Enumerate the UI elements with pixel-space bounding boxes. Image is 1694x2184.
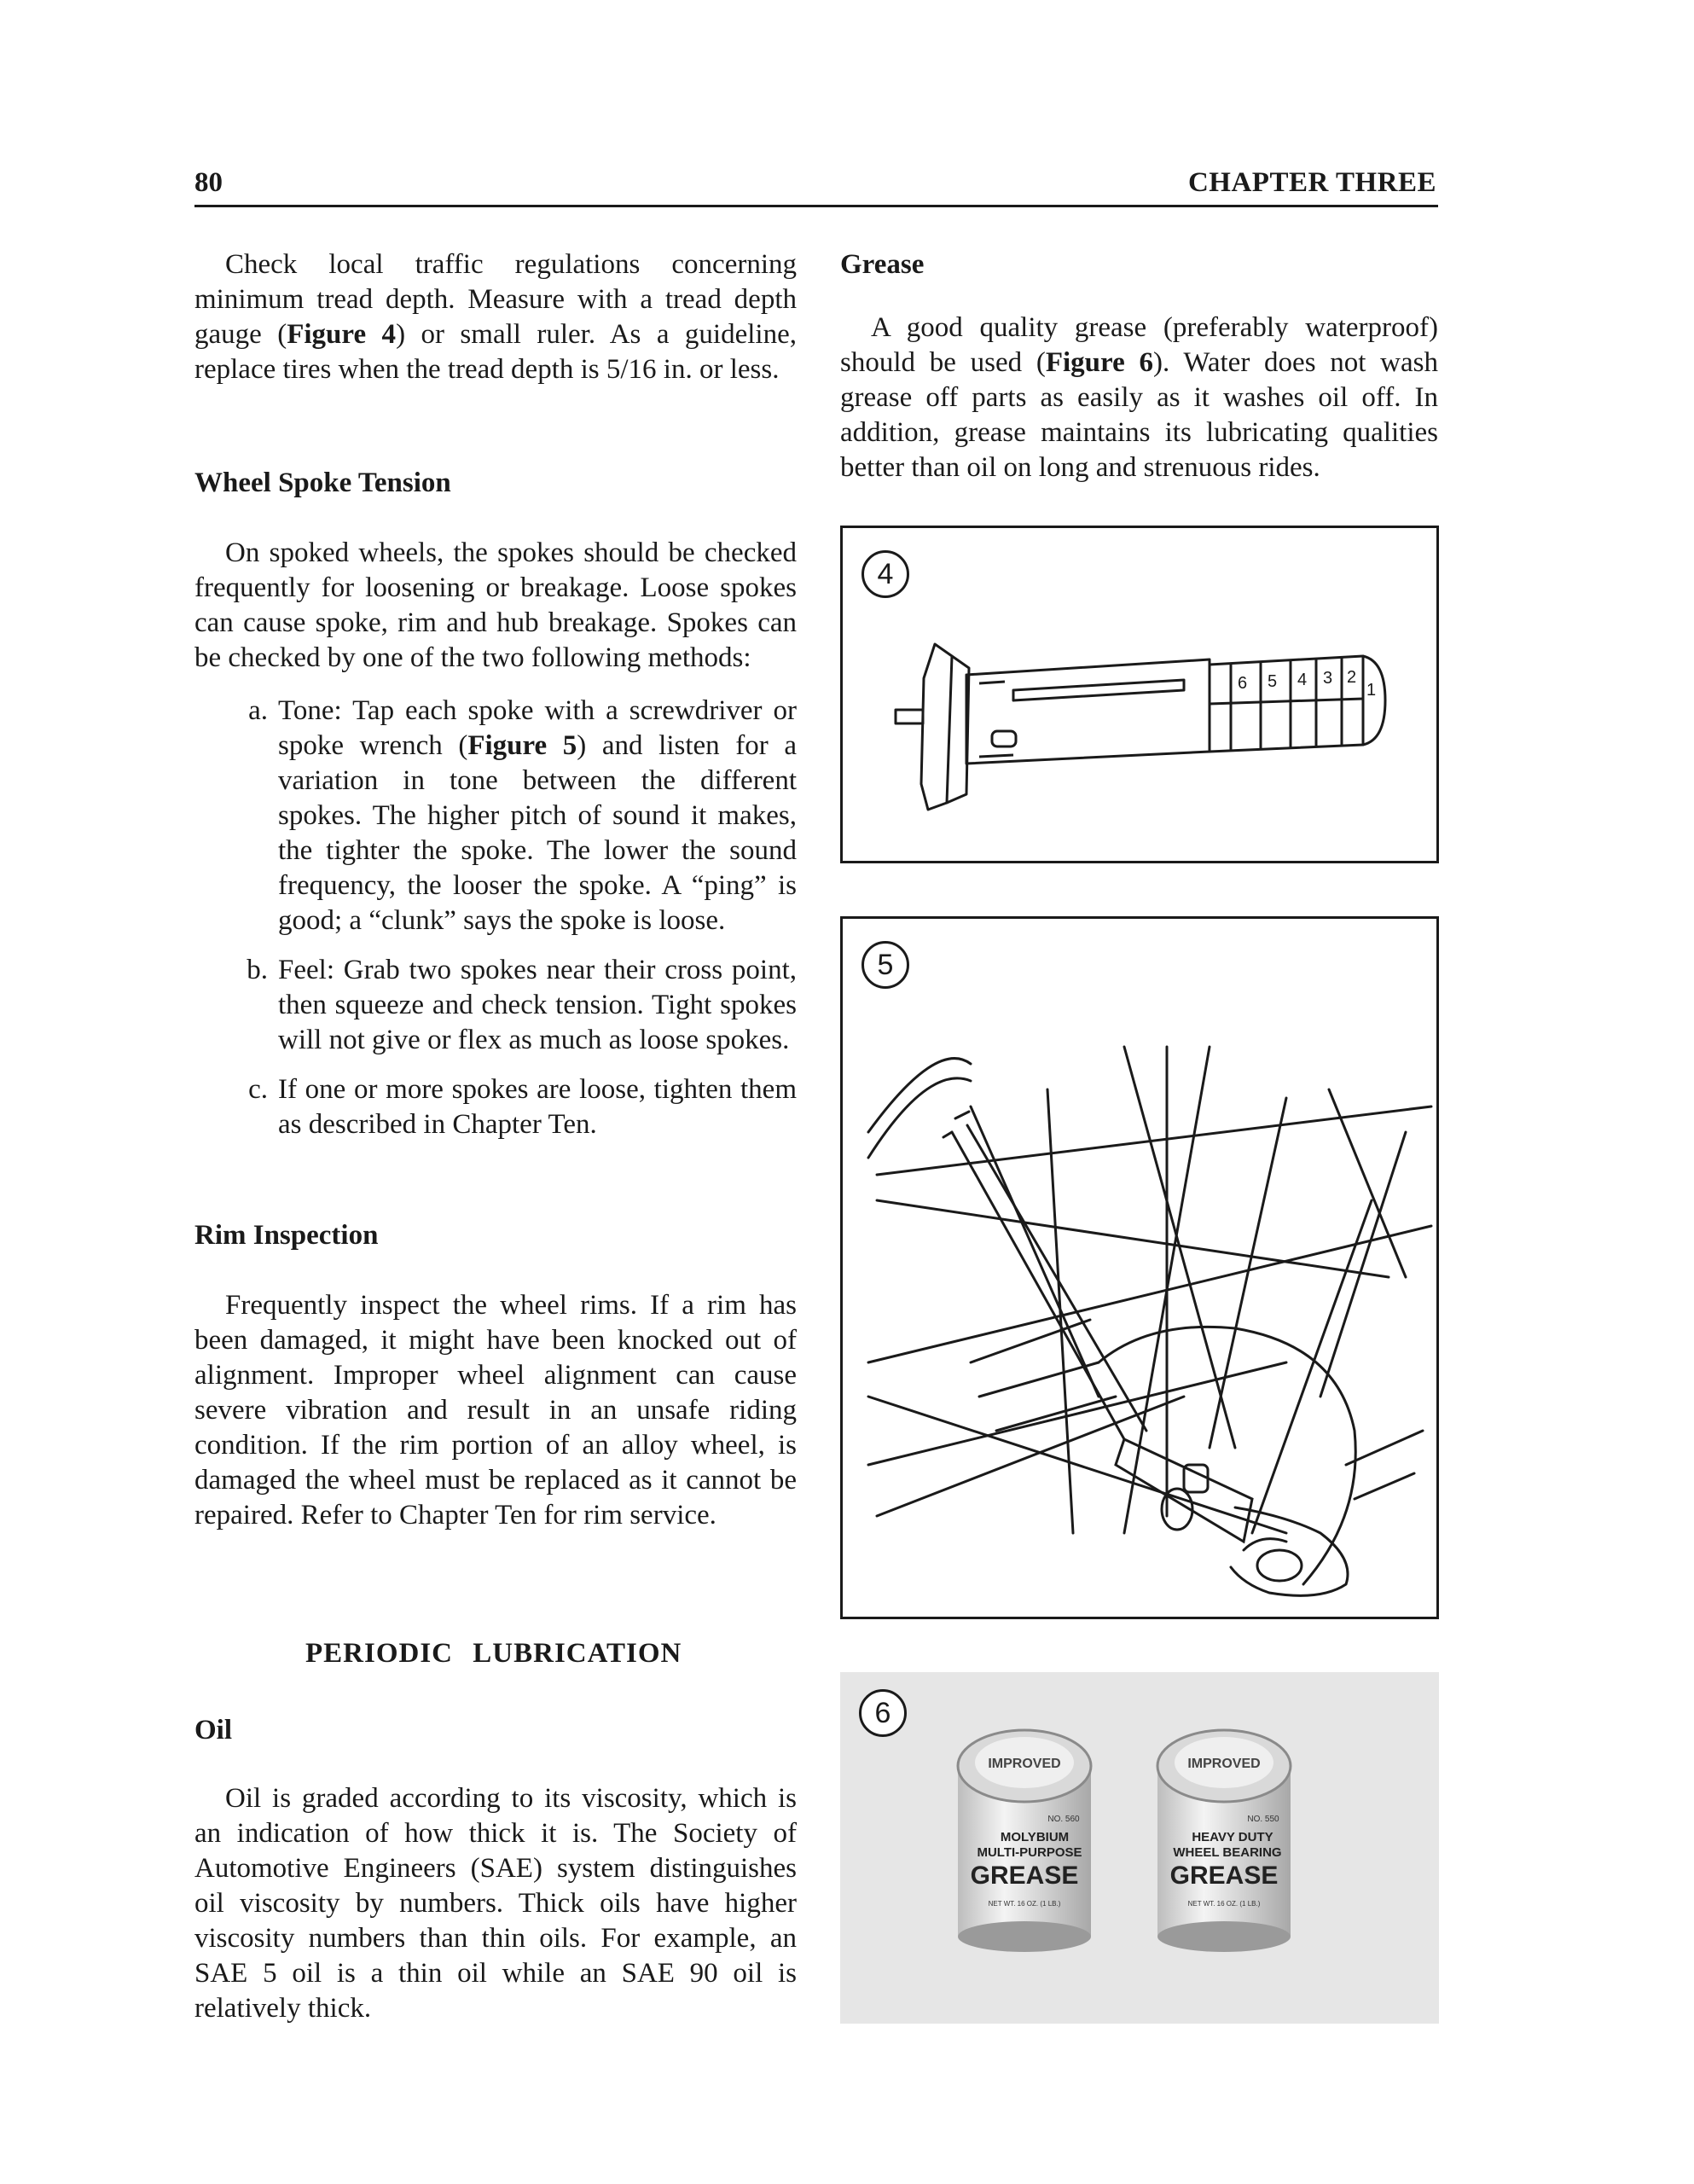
svg-text:NET WT. 16 OZ. (1 LB.): NET WT. 16 OZ. (1 LB.) — [988, 1900, 1061, 1908]
svg-text:MOLYBIUM: MOLYBIUM — [1000, 1830, 1070, 1844]
tread-paragraph: Check local traffic regulations concerning minimum tread depth. Measure with a tread depth gauge (Figure 4) or small ruler. As a guideline, replace tires when the tread depth is 5/16 in. or less. — [194, 249, 797, 385]
figure-4-tread-depth-gauge — [840, 526, 1439, 863]
gauge-tick-label: 4 — [1297, 671, 1308, 689]
svg-text:MULTI-PURPOSE: MULTI-PURPOSE — [977, 1845, 1082, 1860]
figure-number-badge: 5 — [862, 941, 909, 989]
figure-6-grease-cans-photo — [840, 1672, 1439, 2024]
oil-paragraph: Oil is graded according to its viscosity, which is an indication of how thick it is. The Society of Automotive Engineers (SAE) system distinguishes oil viscosity by numbers. Thick oils have higher viscosity numbers than thin oils. For example, an SAE 5 oil is a thin oil while an SAE 90 oil is relatively thick. — [194, 1783, 797, 2024]
rim-paragraph: Frequently inspect the wheel rims. If a rim has been damaged, it might have been knocked out of alignment. Improper wheel alignment can cause severe vibration and result in an unsafe riding condition. If the rim portion of an alloy wheel, is damaged the wheel must be replaced as it cannot be repaired. Refer to Chapter Ten for rim service. — [194, 1290, 797, 1531]
svg-text:NO. 560: NO. 560 — [1047, 1815, 1080, 1824]
list-item: b. Feel: Grab two spokes near their cross point, then squeeze and check tension. Tight spokes will not give or flex as much as loose spokes. — [247, 955, 797, 1055]
page-number: 80 — [194, 167, 223, 198]
figure-number-badge: 6 — [859, 1689, 907, 1737]
svg-text:HEAVY DUTY: HEAVY DUTY — [1192, 1830, 1273, 1844]
list-item: a. Tone: Tap each spoke with a screwdriver or spoke wrench (Figure 5) and listen for a variation in tone between the different spokes. The higher pitch of sound it makes, the tighter the spoke. The lower the sound frequency, the looser the spoke. A “ping” is good; a “clunk” says the spoke is loose. — [248, 695, 797, 936]
svg-text:GREASE: GREASE — [970, 1862, 1079, 1890]
spoke-tension-heading: Wheel Spoke Tension — [194, 468, 451, 498]
spoke-paragraph: On spoked wheels, the spokes should be checked frequently for loosening or breakage. Loose spokes can cause spoke, rim and hub breakage. Spokes can be checked by one of the two following methods: — [194, 537, 797, 673]
svg-text:WHEEL BEARING: WHEEL BEARING — [1173, 1845, 1282, 1860]
svg-text:IMPROVED: IMPROVED — [988, 1757, 1061, 1771]
svg-text:NET WT. 16 OZ. (1 LB.): NET WT. 16 OZ. (1 LB.) — [1187, 1900, 1261, 1908]
gauge-tick-label: 2 — [1347, 668, 1357, 687]
rim-inspection-heading: Rim Inspection — [194, 1220, 379, 1251]
grease-cans-illustration — [840, 1672, 1439, 2024]
grease-can-left — [958, 1730, 1091, 1952]
header-rule — [194, 205, 1438, 207]
spoke-check-list — [194, 694, 797, 1157]
gauge-tick-label: 6 — [1238, 674, 1248, 693]
tread-gauge-drawing — [843, 528, 1436, 861]
gauge-tick-label: 3 — [1323, 669, 1333, 688]
svg-text:IMPROVED: IMPROVED — [1187, 1757, 1261, 1771]
svg-text:GREASE: GREASE — [1169, 1862, 1279, 1890]
oil-heading: Oil — [194, 1715, 233, 1745]
grease-can-right — [1157, 1730, 1291, 1952]
figure-5-spoke-wrench — [840, 916, 1439, 1619]
gauge-tick-label: 5 — [1268, 672, 1278, 691]
figure-4-reference: Figure 4 — [287, 319, 397, 350]
spoke-wrench-drawing — [843, 919, 1436, 1617]
gauge-tick-label: 1 — [1366, 681, 1377, 700]
periodic-lubrication-heading: PERIODIC LUBRICATION — [305, 1638, 682, 1669]
figure-5-reference: Figure 5 — [467, 730, 577, 761]
figure-number-badge: 4 — [862, 550, 909, 598]
grease-paragraph: A good quality grease (preferably waterproof) should be used (Figure 6). Water does not wash grease off parts as easily as it washes oil off. In addition, grease maintains its lubricating qualities better than oil on long and strenuous rides. — [840, 312, 1439, 483]
list-item: c. If one or more spokes are loose, tighten them as described in Chapter Ten. — [248, 1074, 797, 1140]
svg-text:NO. 550: NO. 550 — [1247, 1815, 1279, 1824]
chapter-title: CHAPTER THREE — [1187, 167, 1436, 198]
figure-6-reference: Figure 6 — [1045, 347, 1153, 378]
grease-heading: Grease — [840, 249, 925, 280]
